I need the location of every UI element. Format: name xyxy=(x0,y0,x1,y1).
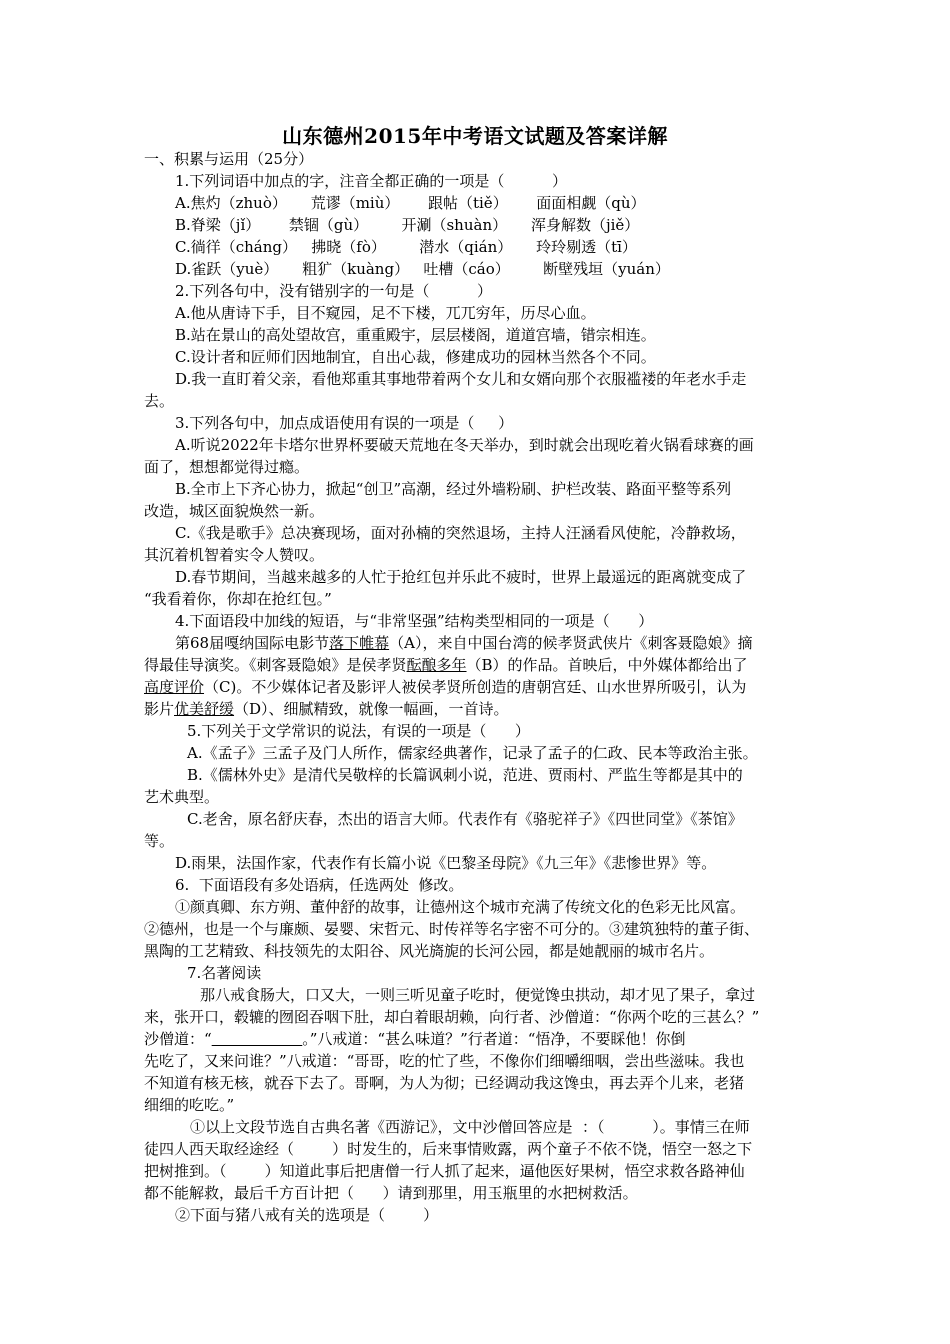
q7-passage-line: 不知道有核无核，就吞下去了。哥啊，为人为彻；已经调动我这馋虫，再去弄个儿来，老猪 xyxy=(144,1074,745,1092)
q5-option-b-cont: 艺术典型。 xyxy=(144,788,220,806)
q7-sub1-line: 把树推到。（ ）知道此事后把唐僧一行人抓了起来，逼他医好果树，悟空求救各路神仙 xyxy=(144,1162,745,1180)
doc-title: 山东德州2015年中考语文试题及答案详解 xyxy=(282,124,668,148)
q6-passage-line: ②德州，也是一个与廉颇、晏婴、宋哲元、时传祥等名字密不可分的。③建筑独特的董子街、 xyxy=(144,920,760,938)
q2-option-a: A.他从唐诗下手，目不窥园，足不下楼，兀兀穷年，历尽心血。 xyxy=(175,304,596,322)
q6-stem: 6. 下面语段有多处语病，任选两处 修改。 xyxy=(175,876,464,894)
q7-passage-line: 来，张开口，毂辘的囫囵吞咽下肚，却白着眼胡赖，向行者、沙僧道：“你两个吃的三甚么？” xyxy=(144,1008,760,1026)
q4-stem: 4.下面语段中加线的短语，与“非常坚强”结构类型相同的一项是（ ） xyxy=(175,612,654,630)
q3-option-c-cont: 其沉着机智着实令人赞叹。 xyxy=(144,546,325,564)
q4-passage-line xyxy=(175,632,752,654)
q7-stem: 7.名著阅读 xyxy=(187,964,262,982)
section-heading: 一、积累与运用（25分） xyxy=(144,150,314,168)
q7-sub1-line: ①以上文段节选自古典名著《西游记》，文中沙僧回答应是 ：（ ）。事情三在师 xyxy=(190,1118,750,1136)
q1-option-b: B.脊梁（jǐ） 禁锢（gù） 开涮（shuàn） 浑身解数（jiě） xyxy=(175,216,640,234)
q5-option-b: B.《儒林外史》是清代吴敬梓的长篇讽刺小说，范进、贾雨村、严监生等都是其中的 xyxy=(187,766,743,784)
q3-option-c: C.《我是歌手》总决赛现场，面对孙楠的突然退场，主持人汪涵看风使舵，冷静救场， xyxy=(175,524,746,542)
q3-option-b-cont: 改造，城区面貌焕然一新。 xyxy=(144,502,325,520)
q1-option-a: A.焦灼（zhuò） 荒谬（miù） 跟帖（tiě） 面面相觑（qù） xyxy=(175,194,646,212)
q5-option-c-cont: 等。 xyxy=(144,832,175,850)
q3-option-d-cont: “我看着你，你却在抢红包。” xyxy=(144,590,332,608)
text-run: 沙僧道：“ xyxy=(144,1030,212,1048)
text-run: 影片 xyxy=(144,700,175,718)
q6-passage-line: ①颜真卿、东方朔、董仲舒的故事，让德州这个城市充满了传统文化的色彩无比风富。 xyxy=(175,898,746,916)
text-run: 。”八戒道：“甚么味道？”行者道：“悟净，不要睬他！你倒 xyxy=(302,1030,686,1048)
q3-option-d: D.春节期间，当越来越多的人忙于抢红包并乐此不疲时，世界上最遥远的距离就变成了 xyxy=(175,568,747,586)
q6-passage-line: 黑陶的工艺精致、科技领先的太阳谷、风光旖旎的长河公园，都是她靓丽的城市名片。 xyxy=(144,942,715,960)
text-run: （B）的作品。首映后，中外媒体都给出了 xyxy=(466,656,748,674)
q5-option-d: D.雨果，法国作家，代表作有长篇小说《巴黎圣母院》《九三年》《悲惨世界》等。 xyxy=(175,854,717,872)
q2-option-d-cont: 去。 xyxy=(144,392,175,410)
q7-passage-line: 先吃了，又来问谁？”八戒道：“哥哥，吃的忙了些，不像你们细嚼细咽，尝出些滋味。我也 xyxy=(144,1052,745,1070)
q2-option-b: B.站在景山的高处望故宫，重重殿宇，层层楼阁，道道宫墙，错宗相连。 xyxy=(175,326,656,344)
q2-option-d: D.我一直盯着父亲，看他郑重其事地带着两个女儿和女婿向那个衣服褴褛的年老水手走 xyxy=(175,370,747,388)
q2-stem: 2.下列各句中，没有错别字的一句是（ ） xyxy=(175,282,492,300)
q5-option-a: A.《孟子》三孟子及门人所作，儒家经典著作，记录了孟子的仁政、民本等政治主张。 xyxy=(187,744,758,762)
underlined-phrase-c: 高度评价 xyxy=(144,678,205,696)
underlined-phrase-d: 优美舒缓 xyxy=(174,700,235,718)
text-run: （D）、细腻精致，就像一幅画，一首诗。 xyxy=(234,700,509,718)
q5-option-c: C.老舍，原名舒庆春，杰出的语言大师。代表作有《骆驼祥子》《四世同堂》《茶馆》 xyxy=(187,810,743,828)
q4-passage-line xyxy=(144,698,509,720)
q3-option-a-cont: 面了，想想都觉得过瘾。 xyxy=(144,458,310,476)
text-run: 第68届嘎纳国际电影节 xyxy=(175,634,330,652)
q4-passage-line xyxy=(144,676,746,698)
underlined-phrase-a: 落下帷幕 xyxy=(329,634,390,652)
q7-sub1-line: 都不能解救，最后千方百计把（ ）请到那里，用玉瓶里的水把树救活。 xyxy=(144,1184,638,1202)
q3-stem: 3.下列各句中，加点成语使用有误的一项是（ ） xyxy=(175,414,514,432)
text-run: 得最佳导演奖。《刺客聂隐娘》是侯孝贤 xyxy=(144,656,407,674)
q2-option-c: C.设计者和匠师们因地制宜，自出心裁，修建成功的园林当然各个不同。 xyxy=(175,348,656,366)
text-run: （C)。不少媒体记者及影评人被侯孝贤所创造的唐朝宫廷、山水世界所吸引，认为 xyxy=(204,678,747,696)
q1-option-c: C.徜徉（cháng） 拂晓（fò） 潜水（qián） 玲玲剔透（tī） xyxy=(175,238,637,256)
q7-sub1-line: 徒四人西天取经途经（ ）时发生的，后来事情败露，两个童子不依不饶，悟空一怒之下 xyxy=(144,1140,753,1158)
q5-stem: 5.下列关于文学常识的说法，有误的一项是（ ） xyxy=(187,722,530,740)
q7-passage-line xyxy=(144,1028,685,1050)
answer-blank xyxy=(212,1030,303,1048)
q7-sub2-stem: ②下面与猪八戒有关的选项是（ ） xyxy=(175,1206,439,1224)
q7-passage-line: 那八戒食肠大，口又大，一则三听见童子吃时，便觉馋虫拱动，却才见了果子，拿过 xyxy=(200,986,756,1004)
text-run: （A），来自中国台湾的候孝贤武侠片《刺客聂隐娘》摘 xyxy=(389,634,753,652)
q1-option-d: D.雀跃（yuè） 粗犷（kuàng） 吐槽（cáo） 断壁残垣（yuán） xyxy=(175,260,670,278)
q3-option-b: B.全市上下齐心协力，掀起“创卫”高潮，经过外墙粉刷、护栏改装、路面平整等系列 xyxy=(175,480,732,498)
q3-option-a: A.听说2022年卡塔尔世界杯要破天荒地在冬天举办，到时就会出现吃着火锅看球赛的画 xyxy=(175,436,754,454)
q4-passage-line xyxy=(144,654,748,676)
q1-stem: 1.下列词语中加点的字，注音全都正确的一项是（ ） xyxy=(175,172,567,190)
underlined-phrase-b: 酝酿多年 xyxy=(406,656,467,674)
q7-passage-line: 细细的吃吃。” xyxy=(144,1096,235,1114)
